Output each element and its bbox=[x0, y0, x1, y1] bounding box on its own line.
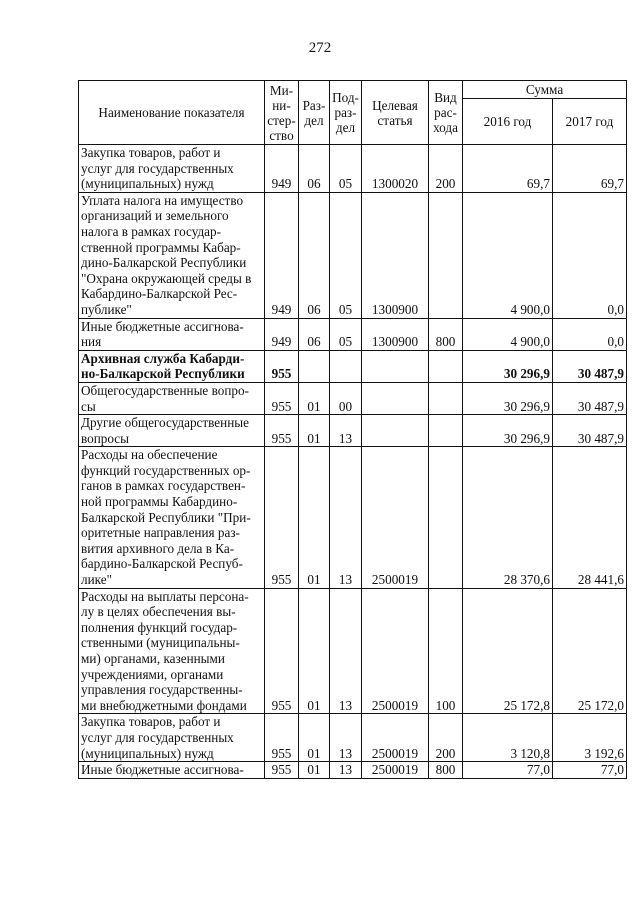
table-row bbox=[79, 588, 627, 714]
row-subsection: 05 bbox=[330, 192, 362, 318]
row-sum-2016: 4 900,0 bbox=[463, 192, 553, 318]
row-subsection: 13 bbox=[330, 588, 362, 714]
row-section: 01 bbox=[299, 762, 330, 779]
row-section: 01 bbox=[299, 714, 330, 762]
row-name: Расходы на выплаты персона- лу в целях обеспечения вы- полнения функций государ- ственными (муниципальны- ми) органами, казенными учреждениями, органами управления государственны- ми внебюджетными фондами bbox=[79, 588, 265, 714]
table-row bbox=[79, 192, 627, 318]
row-section: 01 bbox=[299, 588, 330, 714]
row-name: Расходы на обеспечение функций государственных ор- ганов в рамках государствен- ной программы Кабардино- Балкарской Республики "При- оритетные направления раз- вития архивного дела в Ка- бардино-Балкарской Респуб- лике" bbox=[79, 447, 265, 588]
row-name: Иные бюджетные ассигнова- ния bbox=[79, 318, 265, 350]
row-sum-2017: 30 487,9 bbox=[553, 350, 627, 382]
table-row bbox=[79, 762, 627, 779]
row-sum-2016: 30 296,9 bbox=[463, 415, 553, 447]
row-expense-type bbox=[429, 350, 463, 382]
row-section bbox=[299, 350, 330, 382]
row-ministry: 955 bbox=[265, 350, 299, 382]
row-expense-type: 800 bbox=[429, 762, 463, 779]
row-target bbox=[362, 382, 429, 414]
row-subsection: 13 bbox=[330, 447, 362, 588]
row-target: 2500019 bbox=[362, 762, 429, 779]
row-expense-type: 200 bbox=[429, 145, 463, 193]
row-ministry: 955 bbox=[265, 415, 299, 447]
row-ministry: 955 bbox=[265, 762, 299, 779]
row-sum-2017: 69,7 bbox=[553, 145, 627, 193]
row-section: 06 bbox=[299, 318, 330, 350]
header-section: Раз- дел bbox=[299, 81, 330, 145]
row-sum-2016: 77,0 bbox=[463, 762, 553, 779]
header-expense-type: Вид рас- хода bbox=[429, 81, 463, 145]
row-sum-2016: 30 296,9 bbox=[463, 350, 553, 382]
row-expense-type bbox=[429, 415, 463, 447]
table-row bbox=[79, 447, 627, 588]
row-sum-2016: 25 172,8 bbox=[463, 588, 553, 714]
header-year-2016: 2016 год bbox=[463, 99, 553, 145]
row-section: 01 bbox=[299, 415, 330, 447]
table-row bbox=[79, 382, 627, 414]
row-name: Архивная служба Кабарди- но-Балкарской Республики bbox=[79, 350, 265, 382]
row-expense-type: 100 bbox=[429, 588, 463, 714]
row-name: Общегосударственные вопро- сы bbox=[79, 382, 265, 414]
row-subsection: 13 bbox=[330, 415, 362, 447]
row-ministry: 955 bbox=[265, 447, 299, 588]
table-header bbox=[79, 81, 627, 145]
row-target: 1300020 bbox=[362, 145, 429, 193]
row-sum-2017: 30 487,9 bbox=[553, 415, 627, 447]
table-body bbox=[79, 145, 627, 779]
row-section: 06 bbox=[299, 145, 330, 193]
row-target: 2500019 bbox=[362, 588, 429, 714]
row-sum-2016: 4 900,0 bbox=[463, 318, 553, 350]
row-target: 2500019 bbox=[362, 714, 429, 762]
row-expense-type: 800 bbox=[429, 318, 463, 350]
table-row bbox=[79, 318, 627, 350]
table-row bbox=[79, 415, 627, 447]
row-ministry: 955 bbox=[265, 588, 299, 714]
header-target: Целевая статья bbox=[362, 81, 429, 145]
page-number: 272 bbox=[308, 40, 332, 56]
row-target bbox=[362, 415, 429, 447]
row-ministry: 949 bbox=[265, 318, 299, 350]
header-sum: Сумма bbox=[463, 81, 627, 99]
header-name: Наименование показателя bbox=[79, 81, 265, 145]
row-sum-2016: 28 370,6 bbox=[463, 447, 553, 588]
row-name: Иные бюджетные ассигнова- bbox=[79, 762, 265, 779]
row-ministry: 949 bbox=[265, 145, 299, 193]
row-subsection: 05 bbox=[330, 145, 362, 193]
row-sum-2017: 0,0 bbox=[553, 192, 627, 318]
row-sum-2016: 69,7 bbox=[463, 145, 553, 193]
header-subsection: Под- раз- дел bbox=[330, 81, 362, 145]
row-expense-type bbox=[429, 382, 463, 414]
row-expense-type bbox=[429, 192, 463, 318]
table-row bbox=[79, 350, 627, 382]
row-sum-2016: 3 120,8 bbox=[463, 714, 553, 762]
table-row bbox=[79, 714, 627, 762]
row-name: Другие общегосударственные вопросы bbox=[79, 415, 265, 447]
row-target: 2500019 bbox=[362, 447, 429, 588]
row-ministry: 949 bbox=[265, 192, 299, 318]
row-sum-2017: 25 172,0 bbox=[553, 588, 627, 714]
row-expense-type bbox=[429, 447, 463, 588]
header-year-2017: 2017 год bbox=[553, 99, 627, 145]
budget-table bbox=[78, 80, 627, 779]
row-name: Закупка товаров, работ и услуг для государственных (муниципальных) нужд bbox=[79, 145, 265, 193]
row-name: Закупка товаров, работ и услуг для государственных (муниципальных) нужд bbox=[79, 714, 265, 762]
row-section: 06 bbox=[299, 192, 330, 318]
row-sum-2017: 28 441,6 bbox=[553, 447, 627, 588]
table-row bbox=[79, 145, 627, 193]
header-ministry: Ми- ни- стер- ство bbox=[265, 81, 299, 145]
row-sum-2016: 30 296,9 bbox=[463, 382, 553, 414]
row-name: Уплата налога на имуществo организаций и земельного налога в рамках государ- ственной программы Кабар- дино-Балкарской Республики "Охрана окружающей среды в Кабардино-Балкарской Рес- публике" bbox=[79, 192, 265, 318]
row-subsection: 13 bbox=[330, 762, 362, 779]
row-target: 1300900 bbox=[362, 192, 429, 318]
row-target bbox=[362, 350, 429, 382]
row-sum-2017: 30 487,9 bbox=[553, 382, 627, 414]
row-subsection bbox=[330, 350, 362, 382]
row-target: 1300900 bbox=[362, 318, 429, 350]
row-sum-2017: 0,0 bbox=[553, 318, 627, 350]
row-ministry: 955 bbox=[265, 382, 299, 414]
row-section: 01 bbox=[299, 382, 330, 414]
row-sum-2017: 77,0 bbox=[553, 762, 627, 779]
row-subsection: 13 bbox=[330, 714, 362, 762]
row-ministry: 955 bbox=[265, 714, 299, 762]
row-section: 01 bbox=[299, 447, 330, 588]
row-sum-2017: 3 192,6 bbox=[553, 714, 627, 762]
row-expense-type: 200 bbox=[429, 714, 463, 762]
row-subsection: 05 bbox=[330, 318, 362, 350]
row-subsection: 00 bbox=[330, 382, 362, 414]
